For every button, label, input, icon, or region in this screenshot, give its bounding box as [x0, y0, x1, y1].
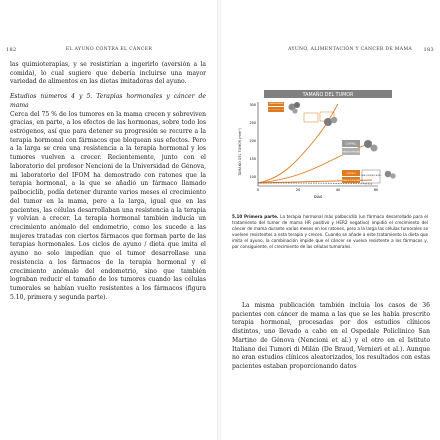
caption-label: 5.10 Primera parte.	[232, 214, 279, 219]
figure-caption	[232, 214, 428, 251]
figure-y-label: TAMAÑO DEL TUMOR (mm³)	[238, 128, 242, 176]
x-tick-60: 60	[373, 188, 379, 192]
section-heading: Estudios números 4 y 5. Terapias hormonales y cáncer de mama	[10, 93, 206, 109]
tumor-cluster-icon	[385, 171, 392, 178]
right-running-title: AYUNO, ALIMENTACIÓN Y CÁNCER DE MAMA	[288, 47, 412, 52]
tumor-cluster-icon	[390, 173, 395, 178]
figure-title: TAMAÑO DEL TUMOR	[302, 93, 354, 98]
label-control-2: CONTROL	[345, 173, 357, 175]
y-tick-150: 150	[249, 157, 256, 161]
label-hormonal: TERAPIA HORMONAL	[341, 151, 361, 154]
caption-text: La terapia hormonal más palbociclib (un fármaco desarrollado para el tratamiento del tumor de mama HR positivo y HER2 negativo) impidió el crecimiento del cáncer de mama durante varios meses en los ratones, pero a la larga las células tumorales se vuelven resistentes a esta terapia y crecen. Cuando se añade a este tratamiento la dieta que imita el ayuno, la combinación impide que el cáncer se vuelva resistente a los fármacos y, por consiguiente, el crecimiento de las células tumorales.	[232, 214, 428, 250]
combo-curve	[258, 183, 372, 184]
tumor-cluster-icon	[324, 118, 332, 126]
x-tick-20: 20	[295, 188, 301, 192]
body-paragraph: Cerca del 75 % de los tumores en la mama crecen y sobreviven gracias, en parte, a los efectos de las hormonas, sobre todo los estrógenos, así que para detener su progresión se recurre a la terapia hormonal con fármacos que bloquean sus efectos. Pero a la larga se crea una resistencia a la terapia hormonal y los tumores vuelven a crecer. Recientemente, junto con el laboratorio del profesor Nencioni de la Universidad de Génova, mi laboratorio del IFOM ha demostrado con ratones que la terapia hormonal, a la que se añadió un fármaco llamado palbociclib, podía detener durante varios meses el crecimiento del tumor en la mama, pero a la larga, igual que en las pacientes, las células desarrollaban una resistencia a la terapia y volvían a crecer. La terapia hormonal también inducía un crecimiento anómalo del endometrio, como les sucede a las mujeres tratadas con ciertos fármacos que forman parte de las terapias hormonales. Los ciclos de ayuno / dieta que imita el ayuno no solo impedían que el tumor desarrollase una resistencia a los fármacos de la terapia hormonal y el crecimiento anómalo del endometrio, sino que también lograban reducir el tamaño de los tumores cuando las células tumorales se habían vuelto resistentes a los fármacos (figura 5.10, primera y segunda parte).	[10, 110, 206, 301]
left-page-number: 182	[6, 47, 17, 53]
tumor-cluster-icon	[292, 108, 297, 113]
x-tick-40: 40	[335, 188, 341, 192]
tumor-cluster-icon	[371, 145, 378, 152]
left-text-block	[10, 61, 206, 302]
y-tick-100: 100	[249, 175, 256, 179]
marker-box-1	[304, 113, 318, 122]
legend-label-palbociclib: TERAPIA HORMONAL + PALBOCICLIB	[269, 104, 295, 106]
y-tick-250: 250	[249, 121, 256, 125]
y-tick-200: 200	[249, 139, 256, 143]
label-fmd: DIETA QUE IMITA EL AYUNO	[360, 176, 382, 177]
figure-x-label: DÍAS	[313, 195, 323, 199]
right-body-paragraph: La misma publicación también incluía los casos de 36 pacientes con cáncer de mama a las que se les había prescrito terapia hormonal, procesadas por dos estudios clínicos distintos, uno llevado a cabo en el Ospedale Policlinico San Martino de Génova (Nencioni et al.) y el otro en el Istituto Italiano dei Tumori di Milán (De Braud, Vernieri et al.). Aunque no eran estudios clínicos aleatorizados, los resultados con estas pacientes estaban proporcionando datos	[232, 302, 430, 370]
tumor-cluster-icon	[331, 117, 337, 123]
right-page-number: 183	[423, 47, 434, 53]
tumor-size-figure	[238, 90, 428, 213]
y-tick-300: 300	[249, 103, 256, 107]
legend-label-combo: TERAPIA HORMONAL + PALBOCICLIB + DIETA QUE IMITA EL AYUNO	[269, 109, 306, 111]
book-gutter	[217, 0, 221, 440]
control-curve	[258, 104, 338, 183]
label-hormonal-2: TERAPIA HORMONAL	[341, 180, 361, 182]
left-running-title: EL AYUNO CONTRA EL CÁNCER	[65, 47, 153, 52]
tumor-cluster-icon	[294, 102, 300, 108]
label-control: CONTROL	[345, 142, 357, 146]
x-tick-0: 0	[256, 188, 260, 192]
intro-paragraph: las quimioterapias, y se resistirían a ingerirlo (aversión a la comida), lo cual sugiere que debería incluirse una mayor variedad de alimentos en las dietas imitadoras del ayuno.	[10, 61, 206, 86]
